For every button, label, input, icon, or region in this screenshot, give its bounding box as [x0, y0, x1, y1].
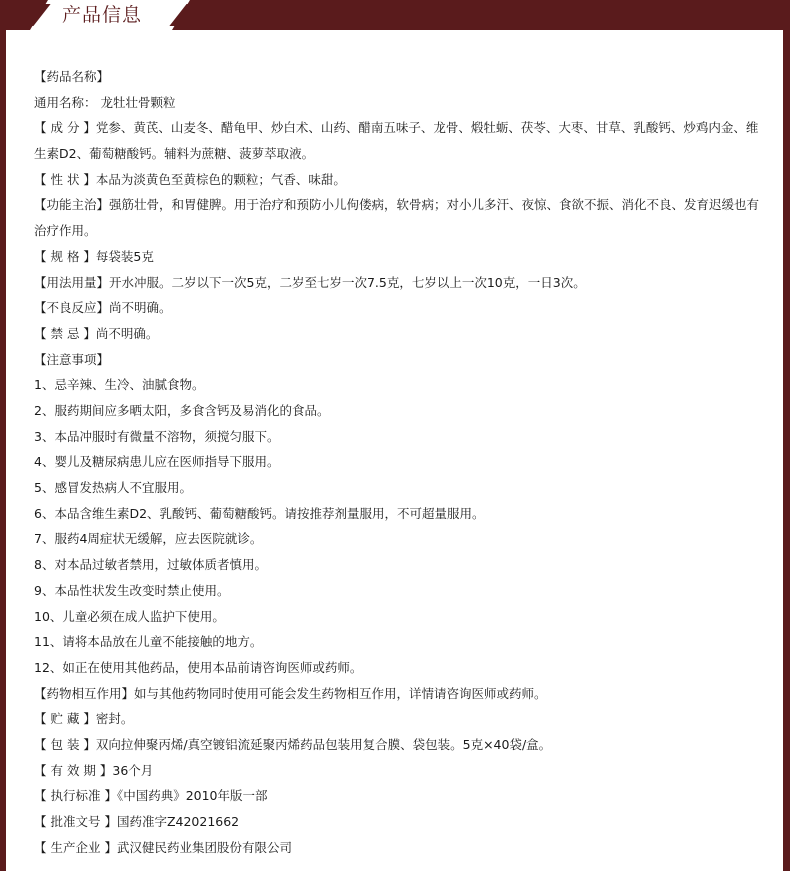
precaution-item: 1、忌辛辣、生冷、油腻食物。	[34, 377, 205, 393]
precaution-item: 10、儿童必须在成人监护下使用。	[34, 608, 225, 624]
shelf-life: 【 有 效 期 】36个月	[34, 762, 154, 778]
dosage: 【用法用量】开水冲服。二岁以下一次5克，二岁至七岁一次7.5克，七岁以上一次10克，一日3次。	[34, 274, 586, 290]
section-drug-name: 【药品名称】	[34, 69, 110, 84]
page-title: 产品信息	[62, 4, 143, 26]
generic-name: 通用名称： 龙牡壮骨颗粒	[34, 94, 176, 110]
precaution-item: 9、本品性状发生改变时禁止使用。	[34, 582, 230, 598]
drug-interactions: 【药物相互作用】如与其他药物同时使用可能会发生药物相互作用，详情请咨询医师或药师。	[34, 685, 547, 701]
left-border	[0, 30, 6, 871]
precautions-heading: 【注意事项】	[34, 351, 110, 367]
precaution-item: 6、本品含维生素D2、乳酸钙、葡萄糖酸钙。请按推荐剂量服用，不可超量服用。	[34, 505, 485, 521]
precaution-item: 4、婴儿及糖尿病患儿应在医师指导下服用。	[34, 454, 280, 470]
indications: 【功能主治】强筋壮骨，和胃健脾。用于治疗和预防小儿佝偻病，软骨病；对小儿多汗、夜惊、食欲不振、消化不良、发育迟缓也有治疗作用。	[34, 197, 760, 239]
precaution-item: 3、本品冲服时有微量不溶物，须搅匀服下。	[34, 428, 280, 444]
specification: 【 规 格 】每袋装5克	[34, 248, 154, 264]
drug-info-list	[34, 64, 764, 860]
precaution-item: 7、服药4周症状无缓解，应去医院就诊。	[34, 531, 263, 547]
precaution-item: 8、对本品过敏者禁用，过敏体质者慎用。	[34, 557, 267, 573]
ingredients: 【 成 分 】党参、黄芪、山麦冬、醋龟甲、炒白术、山药、醋南五味子、龙骨、煅牡蛎、茯苓、大枣、甘草、乳酸钙、炒鸡内金、维生素D2、葡萄糖酸钙。辅料为蔗糖、菠萝萃取液。	[34, 120, 759, 162]
precaution-item: 11、请将本品放在儿童不能接触的地方。	[34, 634, 263, 650]
precaution-item: 2、服药期间应多晒太阳，多食含钙及易消化的食品。	[34, 403, 330, 418]
precaution-item: 12、如正在使用其他药品，使用本品前请咨询医师或药师。	[34, 659, 363, 675]
storage: 【 贮 藏 】密封。	[34, 711, 134, 727]
standard: 【 执行标准 】《中国药典》2010年版一部	[34, 788, 268, 804]
manufacturer: 【 生产企业 】武汉健民药业集团股份有限公司	[34, 839, 292, 855]
approval-number: 【 批准文号 】国药准字Z42021662	[34, 814, 240, 829]
packaging: 【 包 装 】双向拉伸聚丙烯/真空镀铝流延聚丙烯药品包装用复合膜、袋包装。5克×40袋/盒。	[34, 736, 552, 752]
adverse-reactions: 【不良反应】尚不明确。	[34, 300, 172, 316]
contraindications: 【 禁 忌 】尚不明确。	[34, 325, 159, 341]
precaution-item: 5、感冒发热病人不宜服用。	[34, 480, 192, 496]
right-border	[783, 30, 790, 871]
properties: 【 性 状 】本品为淡黄色至黄棕色的颗粒；气香、味甜。	[34, 171, 346, 187]
